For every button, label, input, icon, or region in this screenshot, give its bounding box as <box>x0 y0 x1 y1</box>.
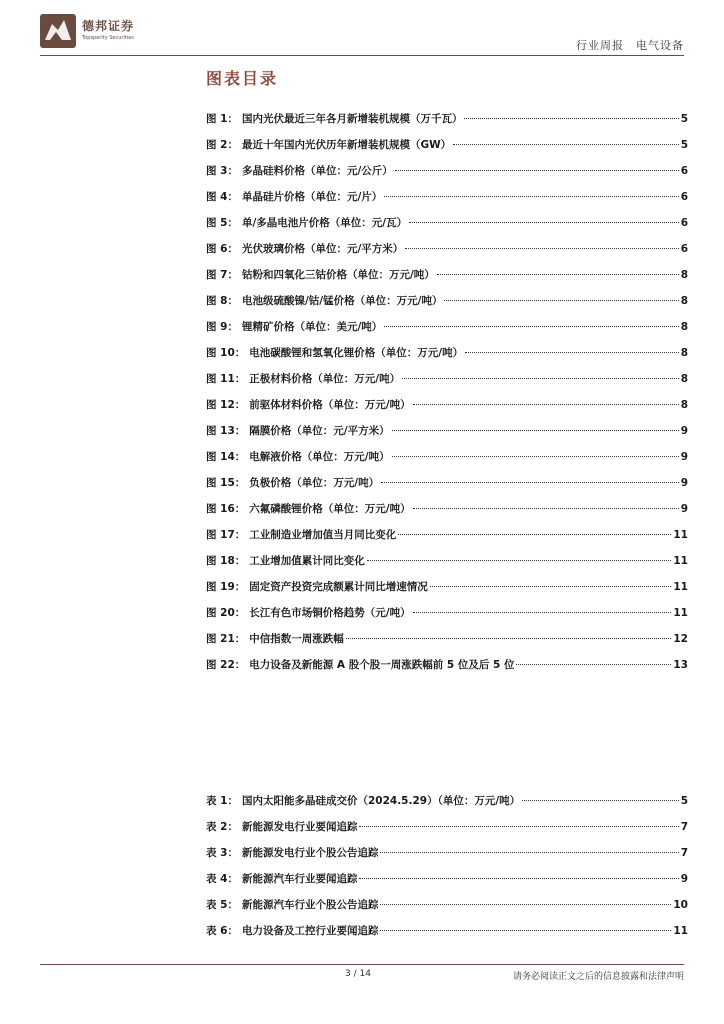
toc-dot-leader <box>413 508 679 509</box>
toc-entry-title: 电力设备及新能源 A 股个股一周涨跌幅前 5 位及后 5 位 <box>249 659 515 671</box>
toc-figure-entry[interactable] <box>206 106 688 132</box>
toc-entry-title: 新能源汽车行业个股公告追踪 <box>241 899 379 911</box>
toc-entry-page: 6 <box>680 191 688 203</box>
toc-figure-entry[interactable] <box>206 652 688 678</box>
toc-entry-label: 图 20 <box>206 607 235 619</box>
toc-figure-entry[interactable] <box>206 496 688 522</box>
toc-entry-title: 单/多晶电池片价格（单位：元/瓦） <box>241 217 408 229</box>
toc-entry-page: 6 <box>680 243 688 255</box>
toc-entry-label: 图 15 <box>206 477 235 489</box>
page-number: 3 / 14 <box>345 969 371 979</box>
toc-entry-page: 11 <box>673 925 688 937</box>
toc-figure-entry[interactable] <box>206 366 688 392</box>
toc-table-entry[interactable] <box>206 892 688 918</box>
toc-entry-title: 固定资产投资完成额累计同比增速情况 <box>249 581 428 593</box>
toc-dot-leader <box>453 144 679 145</box>
toc-entry-title: 光伏玻璃价格（单位：元/平方米） <box>241 243 404 255</box>
toc-entry-label: 图 8 <box>206 295 228 307</box>
toc-entry-label: 图 11 <box>206 373 235 385</box>
toc-entry-title: 负极价格（单位：万元/吨） <box>249 477 380 489</box>
report-type: 行业周报 <box>576 39 624 52</box>
toc-entry-page: 11 <box>673 581 688 593</box>
figure-list <box>206 106 688 678</box>
toc-dot-leader <box>413 612 672 613</box>
toc-entry-page: 9 <box>680 873 688 885</box>
toc-entry-label: 图 9 <box>206 321 228 333</box>
toc-entry-page: 11 <box>673 555 688 567</box>
toc-title: 图表目录 <box>206 69 279 88</box>
toc-entry-label: 图 22 <box>206 659 235 671</box>
toc-figure-entry[interactable] <box>206 340 688 366</box>
toc-entry-label: 图 21 <box>206 633 235 645</box>
toc-entry-label: 图 7 <box>206 269 228 281</box>
toc-dot-leader <box>516 664 671 665</box>
toc-entry-title: 中信指数一周涨跌幅 <box>249 633 344 645</box>
toc-figure-entry[interactable] <box>206 132 688 158</box>
toc-entry-label: 表 6 <box>206 925 228 937</box>
toc-entry-title: 新能源发电行业要闻追踪 <box>241 821 358 833</box>
toc-table-entry[interactable] <box>206 866 688 892</box>
toc-entry-label: 图 17 <box>206 529 235 541</box>
toc-entry-colon: ： <box>227 165 238 177</box>
toc-entry-label: 图 2 <box>206 139 228 151</box>
toc-entry-page: 6 <box>680 217 688 229</box>
toc-entry-page: 8 <box>680 347 688 359</box>
toc-entry-colon: ： <box>234 555 246 567</box>
toc-entry-page: 12 <box>673 633 688 645</box>
toc-entry-page: 10 <box>673 899 688 911</box>
toc-entry-colon: ： <box>227 217 238 229</box>
toc-figure-entry[interactable] <box>206 314 688 340</box>
toc-entry-label: 图 3 <box>206 165 228 177</box>
toc-entry-page: 7 <box>680 847 688 859</box>
toc-dot-leader <box>413 404 679 405</box>
toc-table-entry[interactable] <box>206 814 688 840</box>
toc-entry-colon: ： <box>227 899 238 911</box>
logo-english-name: Topsperity Securities <box>82 35 134 41</box>
toc-entry-page: 11 <box>673 607 688 619</box>
footer-divider <box>40 964 684 965</box>
toc-entry-label: 图 10 <box>206 347 235 359</box>
toc-dot-leader <box>380 930 671 931</box>
toc-dot-leader <box>522 800 679 801</box>
toc-entry-colon: ： <box>234 581 246 593</box>
toc-entry-colon: ： <box>227 269 238 281</box>
toc-entry-page: 9 <box>680 477 688 489</box>
toc-dot-leader <box>346 638 672 639</box>
toc-entry-label: 表 2 <box>206 821 228 833</box>
toc-entry-colon: ： <box>234 607 246 619</box>
toc-entry-label: 图 12 <box>206 399 235 411</box>
toc-entry-label: 图 13 <box>206 425 235 437</box>
toc-dot-leader <box>465 352 679 353</box>
toc-entry-title: 隔膜价格（单位：元/平方米） <box>249 425 390 437</box>
toc-figure-entry[interactable] <box>206 626 688 652</box>
toc-dot-leader <box>464 118 678 119</box>
toc-entry-title: 国内太阳能多晶硅成交价（2024.5.29）（单位：万元/吨） <box>241 795 521 807</box>
toc-entry-title: 电解液价格（单位：万元/吨） <box>249 451 390 463</box>
toc-entry-colon: ： <box>227 243 238 255</box>
toc-figure-entry[interactable] <box>206 444 688 470</box>
toc-figure-entry[interactable] <box>206 184 688 210</box>
toc-table-entry[interactable] <box>206 840 688 866</box>
toc-entry-page: 5 <box>680 113 688 125</box>
toc-entry-colon: ： <box>227 925 238 937</box>
toc-entry-label: 图 19 <box>206 581 235 593</box>
logo-emblem-icon <box>40 14 76 48</box>
toc-figure-entry[interactable] <box>206 210 688 236</box>
toc-entry-page: 11 <box>673 529 688 541</box>
toc-entry-page: 8 <box>680 321 688 333</box>
toc-entry-label: 图 16 <box>206 503 235 515</box>
toc-entry-page: 7 <box>680 821 688 833</box>
toc-dot-leader <box>384 326 678 327</box>
toc-table-entry[interactable] <box>206 788 688 814</box>
toc-dot-leader <box>384 196 678 197</box>
toc-entry-label: 表 5 <box>206 899 228 911</box>
industry-name: 电气设备 <box>636 39 684 52</box>
toc-entry-colon: ： <box>227 847 238 859</box>
toc-figure-entry[interactable] <box>206 600 688 626</box>
toc-dot-leader <box>405 248 678 249</box>
page-header <box>0 0 724 60</box>
toc-entry-page: 5 <box>680 795 688 807</box>
toc-figure-entry[interactable] <box>206 392 688 418</box>
toc-entry-colon: ： <box>227 873 238 885</box>
toc-entry-colon: ： <box>234 503 246 515</box>
toc-entry-page: 9 <box>680 451 688 463</box>
toc-dot-leader <box>437 274 679 275</box>
toc-entry-title: 电池级硫酸镍/钴/锰价格（单位：万元/吨） <box>241 295 443 307</box>
toc-dot-leader <box>409 222 679 223</box>
toc-figure-entry[interactable] <box>206 288 688 314</box>
toc-entry-colon: ： <box>234 347 246 359</box>
toc-entry-label: 图 6 <box>206 243 228 255</box>
toc-entry-colon: ： <box>227 191 238 203</box>
toc-entry-page: 13 <box>673 659 688 671</box>
toc-dot-leader <box>380 852 678 853</box>
toc-entry-colon: ： <box>234 451 246 463</box>
header-divider <box>40 55 684 56</box>
toc-entry-colon: ： <box>234 477 246 489</box>
table-list <box>206 788 688 944</box>
toc-entry-title: 国内光伏最近三年各月新增装机规模（万千瓦） <box>241 113 463 125</box>
toc-entry-title: 长江有色市场铜价格趋势（元/吨） <box>249 607 411 619</box>
toc-figure-entry[interactable] <box>206 262 688 288</box>
toc-dot-leader <box>359 878 678 879</box>
toc-entry-label: 图 5 <box>206 217 228 229</box>
toc-entry-title: 工业增加值累计同比变化 <box>249 555 365 567</box>
toc-entry-title: 最近十年国内光伏历年新增装机规模（GW） <box>241 139 452 151</box>
toc-entry-colon: ： <box>227 295 238 307</box>
toc-entry-title: 前驱体材料价格（单位：万元/吨） <box>249 399 411 411</box>
toc-figure-entry[interactable] <box>206 574 688 600</box>
company-logo <box>40 14 150 50</box>
toc-dot-leader <box>392 456 679 457</box>
toc-entry-title: 正极材料价格（单位：万元/吨） <box>249 373 401 385</box>
toc-entry-colon: ： <box>227 321 238 333</box>
toc-entry-page: 8 <box>680 269 688 281</box>
logo-chinese-name: 德邦证券 <box>82 19 135 33</box>
toc-dot-leader <box>381 482 679 483</box>
legal-disclaimer: 请务必阅读正文之后的信息披露和法律声明 <box>512 972 684 982</box>
toc-entry-colon: ： <box>234 659 246 671</box>
toc-entry-title: 电力设备及工控行业要闻追踪 <box>241 925 379 937</box>
toc-figure-entry[interactable] <box>206 236 688 262</box>
toc-entry-label: 图 1 <box>206 113 228 125</box>
toc-entry-title: 多晶硅料价格（单位：元/公斤） <box>241 165 393 177</box>
toc-entry-colon: ： <box>227 795 238 807</box>
toc-entry-page: 9 <box>680 425 688 437</box>
toc-dot-leader <box>380 904 671 905</box>
toc-dot-leader <box>359 826 678 827</box>
toc-entry-page: 8 <box>680 295 688 307</box>
toc-entry-colon: ： <box>227 139 238 151</box>
toc-table-entry[interactable] <box>206 918 688 944</box>
toc-entry-colon: ： <box>234 399 246 411</box>
toc-figure-entry[interactable] <box>206 158 688 184</box>
toc-entry-label: 图 18 <box>206 555 235 567</box>
toc-entry-label: 表 3 <box>206 847 228 859</box>
toc-dot-leader <box>392 430 679 431</box>
toc-entry-title: 新能源发电行业个股公告追踪 <box>241 847 379 859</box>
toc-entry-label: 图 4 <box>206 191 228 203</box>
toc-dot-leader <box>430 586 672 587</box>
toc-entry-colon: ： <box>234 373 246 385</box>
toc-dot-leader <box>367 560 672 561</box>
toc-dot-leader <box>398 534 671 535</box>
toc-entry-page: 6 <box>680 165 688 177</box>
toc-dot-leader <box>444 300 678 301</box>
toc-entry-colon: ： <box>227 113 238 125</box>
toc-entry-title: 电池碳酸锂和氢氧化锂价格（单位：万元/吨） <box>249 347 464 359</box>
toc-entry-label: 表 1 <box>206 795 228 807</box>
header-category <box>576 37 684 53</box>
toc-entry-title: 新能源汽车行业要闻追踪 <box>241 873 358 885</box>
toc-entry-colon: ： <box>234 633 246 645</box>
toc-entry-colon: ： <box>227 821 238 833</box>
toc-dot-leader <box>402 378 679 379</box>
toc-entry-colon: ： <box>234 529 246 541</box>
toc-entry-label: 表 4 <box>206 873 228 885</box>
toc-entry-title: 钴粉和四氧化三钴价格（单位：万元/吨） <box>241 269 435 281</box>
toc-figure-entry[interactable] <box>206 548 688 574</box>
toc-entry-page: 9 <box>680 503 688 515</box>
toc-entry-page: 8 <box>680 373 688 385</box>
toc-entry-title: 锂精矿价格（单位：美元/吨） <box>241 321 383 333</box>
toc-entry-title: 六氟磷酸锂价格（单位：万元/吨） <box>249 503 411 515</box>
toc-entry-label: 图 14 <box>206 451 235 463</box>
toc-figure-entry[interactable] <box>206 470 688 496</box>
toc-entry-page: 8 <box>680 399 688 411</box>
toc-entry-title: 单晶硅片价格（单位：元/片） <box>241 191 383 203</box>
toc-figure-entry[interactable] <box>206 418 688 444</box>
toc-entry-page: 5 <box>680 139 688 151</box>
toc-entry-title: 工业制造业增加值当月同比变化 <box>249 529 397 541</box>
toc-figure-entry[interactable] <box>206 522 688 548</box>
toc-dot-leader <box>395 170 679 171</box>
toc-entry-colon: ： <box>234 425 246 437</box>
